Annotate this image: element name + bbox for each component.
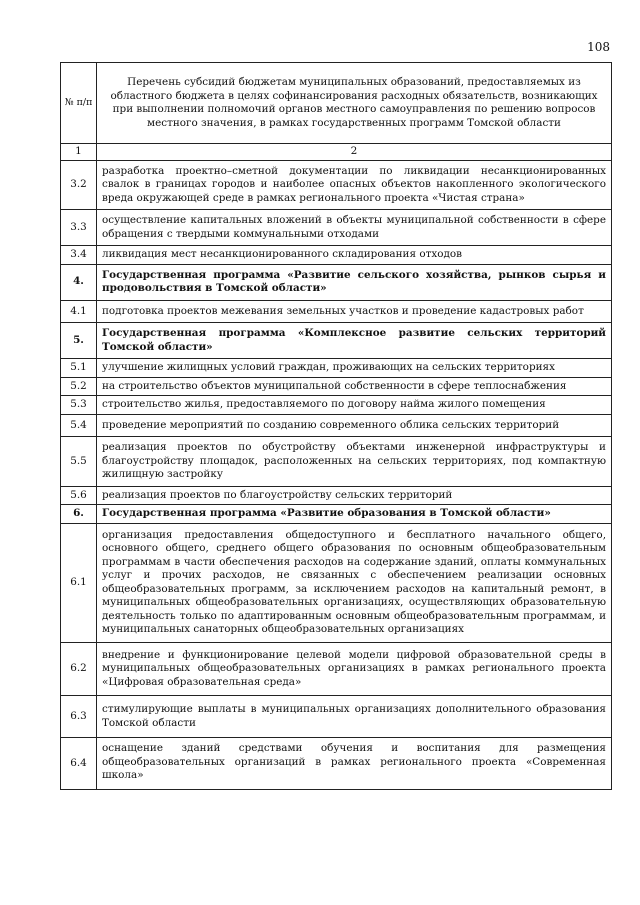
row-text: улучшение жилищных условий граждан, проживающих на сельских территориях [97,359,612,378]
table-row [61,642,612,696]
row-number: 3.3 [61,210,97,246]
header-num-cell: № п/п [61,63,97,144]
table-row [61,359,612,378]
row-number: 6.2 [61,642,97,696]
row-text: разработка проектно–сметной документации по ликвидации несанкционированных свалок в границах городов и наиболее опасных объектов накопленного экологического вреда окружающей среде в рамках регионального проекта «Чистая страна» [97,160,612,210]
row-number: 6.1 [61,523,97,642]
row-number: 5.5 [61,437,97,487]
table-row [61,738,612,790]
row-text: реализация проектов по обустройству объектами инженерной инфраструктуры и благоустройству площадок, расположенных на сельских территориях, под компактную жилищную застройку [97,437,612,487]
program-row [61,505,612,524]
row-number: 6.4 [61,738,97,790]
row-text: Государственная программа «Развитие сельского хозяйства, рынков сырья и продовольствия в Томской области» [97,264,612,300]
row-number: 3.4 [61,246,97,265]
row-number: 4. [61,264,97,300]
table-row [61,696,612,738]
table-row [61,414,612,437]
table-row [61,396,612,415]
row-number: 5.3 [61,396,97,415]
row-text: проведение мероприятий по созданию современного облика сельских территорий [97,414,612,437]
row-text: стимулирующие выплаты в муниципальных организациях дополнительного образования Томской области [97,696,612,738]
row-number: 3.2 [61,160,97,210]
row-text: ликвидация мест несанкционированного складирования отходов [97,246,612,265]
row-number: 5.6 [61,486,97,505]
row-number: 5. [61,323,97,359]
table-row [61,486,612,505]
row-text: Государственная программа «Развитие образования в Томской области» [97,505,612,524]
row-text: реализация проектов по благоустройству сельских территорий [97,486,612,505]
row-number: 5.2 [61,377,97,396]
table-header-row [61,63,612,144]
table-row [61,210,612,246]
row-text: строительство жилья, предоставляемого по договору найма жилого помещения [97,396,612,415]
row-text: на строительство объектов муниципальной собственности в сфере теплоснабжения [97,377,612,396]
row-text: подготовка проектов межевания земельных участков и проведение кадастровых работ [97,300,612,323]
table-row [61,300,612,323]
row-number: 6. [61,505,97,524]
program-row [61,323,612,359]
row-text: оснащение зданий средствами обучения и воспитания для размещения общеобразовательных организаций в рамках регионального проекта «Современная школа» [97,738,612,790]
subsidies-table [60,62,612,790]
row-number: 6.3 [61,696,97,738]
row-number: 4.1 [61,300,97,323]
page-number: 108 [587,40,610,54]
table-row [61,523,612,642]
row-number: 5.1 [61,359,97,378]
table-row [61,246,612,265]
row-text: осуществление капитальных вложений в объекты муниципальной собственности в сфере обращения с твердыми коммунальными отходами [97,210,612,246]
index-col-2: 2 [97,144,612,161]
row-text: Государственная программа «Комплексное развитие сельских территорий Томской области» [97,323,612,359]
table-row [61,160,612,210]
row-number: 5.4 [61,414,97,437]
row-text: организация предоставления общедоступного и бесплатного начального общего, основного общего, среднего общего образования по основным общеобразовательным программам в части обеспечения расходов на содержание зданий, оплаты коммунальных услуг и прочих расходов, не связанных с обеспечением реализации основных общеобразовательных программ, за исключением расходов на капитальный ремонт, в муниципальных общеобразовательных организациях, осуществляющих образовательную деятельность только по адаптированным основным общеобразовательным программам, и муниципальных санаторных общеобразовательных организациях [97,523,612,642]
column-index-row [61,144,612,161]
program-row [61,264,612,300]
index-col-1: 1 [61,144,97,161]
row-text: внедрение и функционирование целевой модели цифровой образовательной среды в муниципальных общеобразовательных организациях в рамках регионального проекта «Цифровая образовательная среда» [97,642,612,696]
header-title-cell: Перечень субсидий бюджетам муниципальных образований, предоставляемых из областного бюджета в целях софинансирования расходных обязательств, возникающих при выполнении полномочий органов местного самоуправления по решению вопросов местного значения, в рамках государственных программ Томской области [97,63,612,144]
table-row [61,437,612,487]
table-row [61,377,612,396]
